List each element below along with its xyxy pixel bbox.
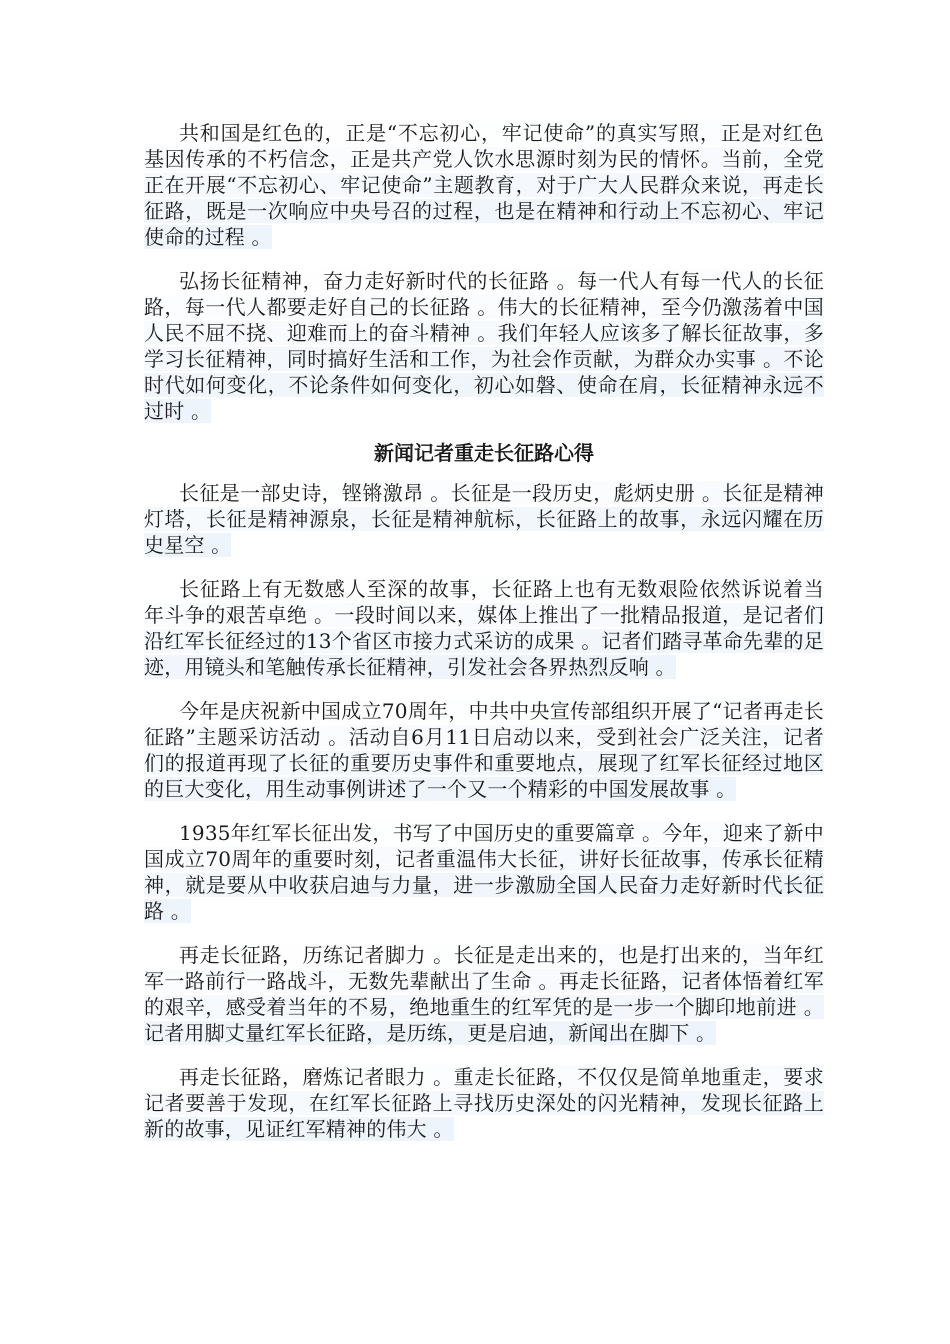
body-paragraph [144, 480, 824, 558]
paragraph-text: 长征是一部史诗，铿锵激昂 。长征是一段历史，彪炳史册 。长征是精神灯塔，长征是精神源泉，长征是精神航标，长征路上的故事，永远闪耀在历史星空 。 [144, 481, 824, 557]
body-paragraph [144, 698, 824, 802]
paragraph-text: 再走长征路，磨炼记者眼力 。重走长征路，不仅仅是简单地重走，要求记者要善于发现，在红军长征路上寻找历史深处的闪光精神，发现长征路上新的故事，见证红军精神的伟大 。 [144, 1065, 824, 1141]
paragraph-text: 1935年红军长征出发，书写了中国历史的重要篇章 。今年，迎来了新中国成立70周年的重要时刻，记者重温伟大长征，讲好长征故事，传承长征精神，就是要从中收获启迪与力量，进一步激励全国人民奋力走好新时代长征路 。 [144, 821, 824, 923]
paragraph-text: 弘扬长征精神，奋力走好新时代的长征路 。每一代人有每一代人的长征路，每一代人都要走好自己的长征路 。伟大的长征精神，至今仍激荡着中国人民不屈不挠、迎难而上的奋斗精神 。我们年轻人应该多了解长征故事，多学习长征精神，同时搞好生活和工作，为社会作贡献，为群众办实事 。不论时代如何变化，不论条件如何变化，初心如磐、使命在肩，长征精神永远不过时 。 [144, 269, 824, 423]
body-paragraph [144, 576, 824, 680]
paragraph-text: 长征路上有无数感人至深的故事，长征路上也有无数艰险依然诉说着当年斗争的艰苦卓绝 。一段时间以来，媒体上推出了一批精品报道，是记者们沿红军长征经过的13个省区市接力式采访的成果 。记者们踏寻革命先辈的足迹，用镜头和笔触传承长征精神，引发社会各界热烈反响 。 [144, 577, 824, 679]
paragraph-text: 今年是庆祝新中国成立70周年，中共中央宣传部组织开展了“记者再走长征路”主题采访活动 。活动自6月11日启动以来，受到社会广泛关注，记者们的报道再现了长征的重要历史事件和重要地点，展现了红军长征经过地区的巨大变化，用生动事例讲述了一个又一个精彩的中国发展故事 。 [144, 699, 824, 801]
document-page [144, 120, 824, 1160]
paragraph-text: 共和国是红色的，正是“不忘初心，牢记使命”的真实写照，正是对红色基因传承的不朽信念，正是共产党人饮水思源时刻为民的情怀。当前，全党正在开展“不忘初心、牢记使命”主题教育，对于广大人民群众来说，再走长征路，既是一次响应中央号召的过程，也是在精神和行动上不忘初心、牢记使命的过程 。 [144, 121, 824, 249]
paragraph-text: 再走长征路，历练记者脚力 。长征是走出来的，也是打出来的，当年红军一路前行一路战斗，无数先辈献出了生命 。再走长征路，记者体悟着红军的艰辛，感受着当年的不易，绝地重生的红军凭的是一步一个脚印地前进 。记者用脚丈量红军长征路，是历练，更是启迪，新闻出在脚下 。 [144, 943, 824, 1045]
body-paragraph [144, 820, 824, 924]
body-paragraph [144, 1064, 824, 1142]
body-paragraph [144, 268, 824, 424]
section-heading: 新闻记者重走长征路心得 [374, 441, 594, 465]
body-paragraph [144, 120, 824, 250]
body-paragraph [144, 942, 824, 1046]
